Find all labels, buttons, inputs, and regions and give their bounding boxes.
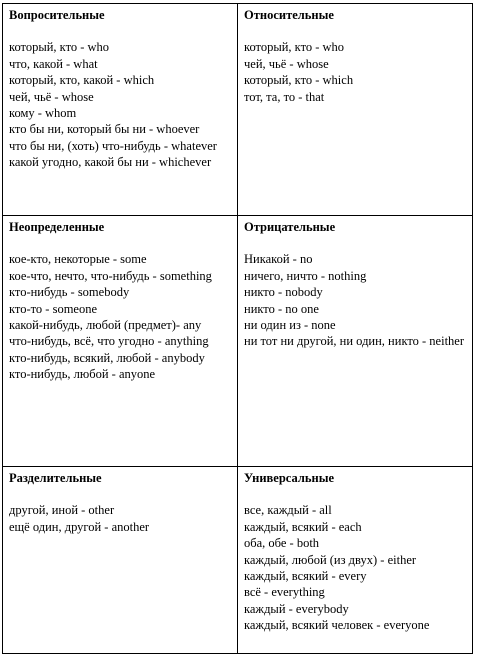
list-item: каждый, всякий - each: [244, 519, 362, 534]
list-item: никто - no one: [244, 301, 319, 316]
list-item: который, кто - who: [244, 40, 345, 55]
table-row: [3, 216, 473, 467]
pronoun-table: [2, 3, 473, 654]
cell-heading: Универсальные: [244, 471, 334, 485]
cell-heading: Вопросительные: [9, 8, 105, 22]
list-item: который, кто - who: [9, 40, 110, 55]
list-item: ничего, ничто - nothing: [244, 268, 367, 283]
list-item: Никакой - no: [244, 252, 313, 267]
list-item: кое-что, нечто, что-нибудь - something: [9, 268, 212, 283]
list-item: каждый - everybody: [244, 601, 349, 616]
list-item: другой, иной - other: [9, 503, 115, 518]
table-row: [3, 4, 473, 216]
cell-heading: Разделительные: [9, 471, 102, 485]
list-item: кое-кто, некоторые - some: [9, 252, 147, 267]
table-cell: [238, 216, 473, 467]
list-item: кто-нибудь - somebody: [9, 285, 130, 300]
table-cell: [3, 216, 238, 467]
cell-heading: Неопределенные: [9, 220, 105, 234]
list-item: ещё один, другой - another: [9, 519, 150, 534]
list-item: кто-нибудь, любой - anyone: [9, 367, 156, 382]
list-item: что, какой - what: [9, 56, 98, 71]
list-item: кто-то - someone: [9, 301, 98, 316]
list-item: каждый, всякий человек - everyone: [244, 618, 430, 633]
table-row: [3, 467, 473, 654]
list-item: оба, обе - both: [244, 536, 320, 551]
table-cell: [3, 467, 238, 654]
list-item: кто бы ни, который бы ни - whoever: [9, 122, 200, 137]
list-item: каждый, любой (из двух) - either: [244, 552, 417, 567]
table-cell: [238, 467, 473, 654]
list-item: который, кто - which: [244, 73, 354, 88]
list-item: кто-нибудь, всякий, любой - anybody: [9, 350, 205, 365]
list-item: ни один из - none: [244, 318, 336, 333]
table-cell: [3, 4, 238, 216]
list-item: чей, чьё - whose: [244, 56, 329, 71]
list-item: никто - nobody: [244, 285, 323, 300]
list-item: все, каждый - all: [244, 503, 332, 518]
table-cell: [238, 4, 473, 216]
list-item: что-нибудь, всё, что угодно - anything: [9, 334, 209, 349]
list-item: какой-нибудь, любой (предмет)- any: [9, 318, 202, 333]
list-item: ни тот ни другой, ни один, никто - neither: [244, 334, 465, 349]
list-item: какой угодно, какой бы ни - whichever: [9, 155, 212, 170]
cell-heading: Относительные: [244, 8, 334, 22]
list-item: который, кто, какой - which: [9, 73, 155, 88]
list-item: каждый, всякий - every: [244, 569, 367, 584]
list-item: всё - everything: [244, 585, 325, 600]
list-item: кому - whom: [9, 106, 77, 121]
cell-heading: Отрицательные: [244, 220, 336, 234]
list-item: чей, чьё - whose: [9, 89, 94, 104]
list-item: что бы ни, (хоть) что-нибудь - whatever: [9, 138, 217, 153]
list-item: тот, та, то - that: [244, 89, 325, 104]
